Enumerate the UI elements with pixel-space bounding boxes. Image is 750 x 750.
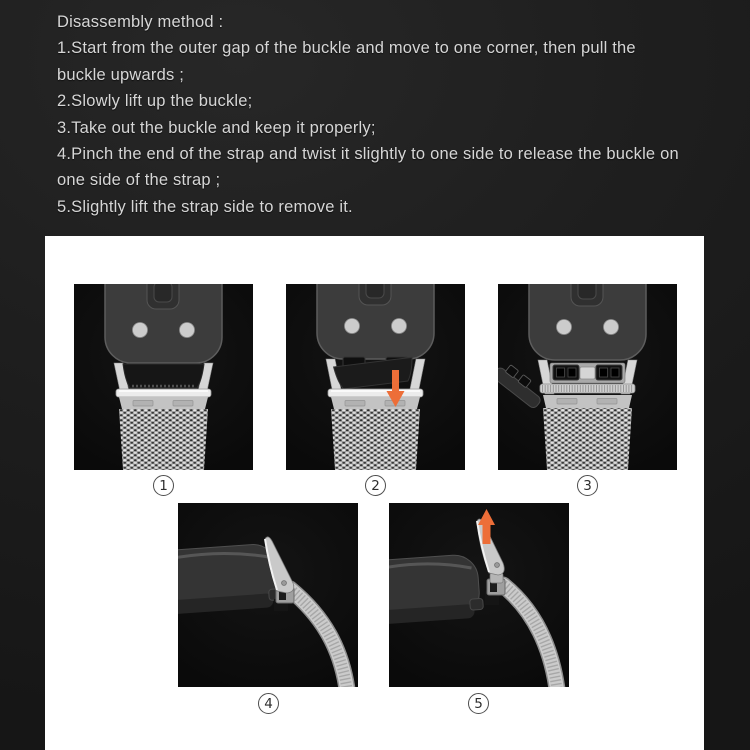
watch-back-icon [529, 284, 646, 360]
step-2-number: 2 [371, 477, 380, 494]
watch-back-icon [317, 284, 434, 359]
step-2-text: 2.Slowly lift up the buckle; [57, 92, 253, 111]
clasp-flap-lifted [477, 519, 504, 583]
step-2-illustration [286, 284, 465, 470]
step-3-badge [577, 475, 598, 496]
step-4-badge [258, 693, 279, 714]
mesh-strap [119, 409, 208, 470]
step-1-text-line-1: 1.Start from the outer gap of the buckle and move to one corner, then pull the [57, 39, 636, 58]
strap-top-band [119, 397, 208, 409]
step-4-photo [178, 503, 358, 687]
step-2-badge [365, 475, 386, 496]
step-4-text-line-1: 4.Pinch the end of the strap and twist it slightly to one side to release the buckle on [57, 145, 679, 164]
watch-body-side [389, 553, 484, 625]
buckle-closed [123, 364, 204, 388]
step-3-illustration [498, 284, 677, 470]
step-4-illustration [178, 503, 358, 687]
step-4-number: 4 [264, 695, 273, 712]
step-3-photo [498, 284, 677, 470]
watch-back-icon [105, 284, 222, 363]
step-5-badge [468, 693, 489, 714]
clasp-bar [116, 389, 211, 397]
step-5-photo [389, 503, 569, 687]
step-2-photo [286, 284, 465, 470]
step-5-number: 5 [474, 695, 483, 712]
step-1-badge [153, 475, 174, 496]
mesh-strap-side [503, 585, 557, 687]
disassembly-instructions [57, 9, 717, 220]
exposed-connectors [550, 363, 625, 383]
mesh-strap [543, 408, 632, 470]
step-1-photo [74, 284, 253, 470]
strap-top-band [331, 397, 420, 409]
step-3-number: 3 [583, 477, 592, 494]
clasp-bar [328, 389, 423, 397]
step-3-text: 3.Take out the buckle and keep it properly; [57, 118, 376, 137]
step-1-text-line-2: buckle upwards ; [57, 65, 185, 84]
strap-top-band [543, 395, 632, 408]
mesh-strap-side [290, 589, 347, 687]
mesh-strap [331, 409, 420, 470]
step-1-illustration [74, 284, 253, 470]
step-1-number: 1 [159, 477, 168, 494]
step-5-illustration [389, 503, 569, 687]
step-4-text-line-2: one side of the strap ; [57, 171, 221, 190]
instructions-title: Disassembly method : [57, 13, 224, 31]
step-5-text: 5.Slightly lift the strap side to remove it. [57, 197, 353, 216]
figures-panel [45, 236, 704, 750]
